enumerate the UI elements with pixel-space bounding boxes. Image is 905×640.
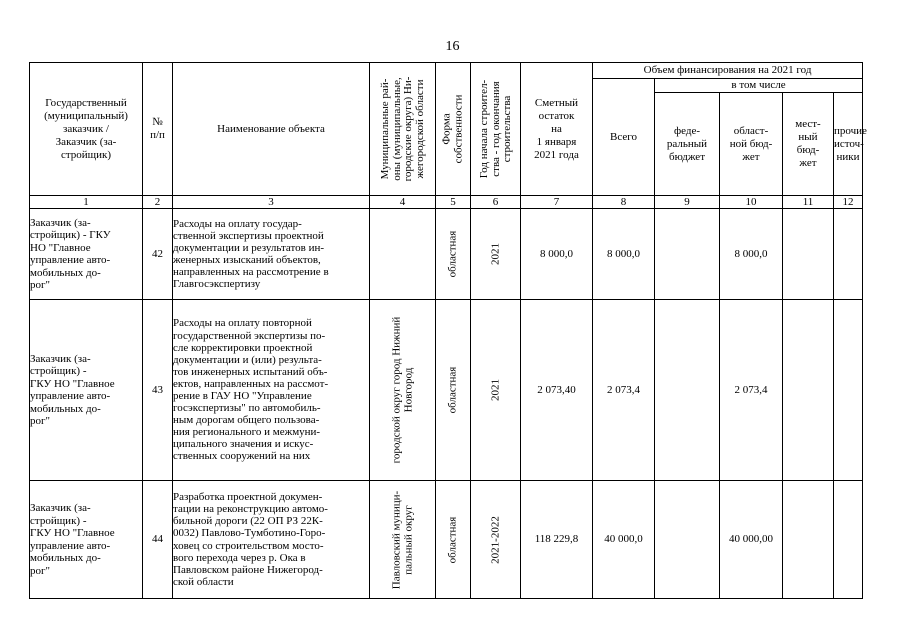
row-object-name-line: ственной экспертизы проектной: [173, 229, 324, 242]
row-customer-line: мобильных до-: [30, 266, 101, 279]
header-customer-line: Государственный: [45, 96, 127, 109]
header-number: [143, 63, 173, 196]
row-object-name-line: тов инженерных испытаний объ-: [173, 365, 328, 378]
header-regional-line: област-: [733, 124, 769, 137]
row-customer-line: стройщик) -: [30, 514, 87, 527]
row-district: [370, 209, 436, 300]
row-customer-line: Заказчик (за-: [30, 216, 91, 229]
column-number: 7: [521, 196, 593, 209]
header-years-line: Год начала строител-: [477, 79, 490, 179]
row-local: [783, 481, 834, 599]
row-object-name-line: Расходы на оплату повторной: [173, 317, 312, 330]
row-customer-line: Заказчик (за-: [30, 502, 91, 514]
row-other: [834, 481, 863, 599]
header-local-line: ный: [798, 131, 818, 143]
table-row: [30, 300, 863, 481]
row-object-name-line: направленных на рассмотрение в: [173, 266, 329, 279]
row-customer: [30, 481, 143, 599]
row-object-name-line: бильной дороги (22 ОП РЗ 22К-: [173, 515, 323, 528]
row-ownership: областная: [436, 481, 471, 599]
row-object-name-line: ской области: [173, 575, 234, 588]
column-number: 6: [471, 196, 521, 209]
table-row: [30, 209, 863, 300]
row-object-name-line: Главгосэкспертизу: [173, 278, 261, 291]
financing-table: [29, 62, 867, 599]
row-district-line: городской округ город Нижний: [390, 316, 402, 464]
row-customer-line: управление авто-: [30, 390, 111, 402]
row-years: 2021: [471, 209, 521, 300]
row-object-name-line: документации и результатов ин-: [173, 241, 325, 254]
row-object-name: [173, 481, 370, 599]
row-object-name-line: сле корректировки проектной: [173, 341, 313, 354]
row-local: [783, 300, 834, 481]
row-years: 2021-2022: [471, 481, 521, 599]
row-other: [834, 300, 863, 481]
header-customer: [30, 63, 143, 196]
header-federal-line: бюджет: [669, 150, 705, 163]
row-object-name-line: вого перехода через р. Ока в: [173, 551, 306, 564]
row-district-line: Павловский муници-: [390, 490, 402, 589]
column-number: 3: [173, 196, 370, 209]
header-local-line: жет: [799, 157, 817, 169]
column-index-row: [30, 196, 863, 209]
row-customer-line: НО "Главное: [30, 241, 91, 254]
row-district-line: Новгород: [401, 367, 414, 413]
row-federal: [655, 300, 720, 481]
header-ownership-line: собственности: [452, 94, 464, 164]
row-customer-line: управление авто-: [30, 539, 111, 552]
row-estimate: 8 000,0: [521, 209, 593, 300]
row-object-name-line: ственных сооружений на них: [173, 450, 311, 463]
header-years-line: ства - год окончания: [488, 81, 501, 177]
header-customer-line: заказчик /: [63, 122, 109, 135]
row-object-name-line: государственной экспертизы по-: [173, 329, 326, 342]
row-regional: 8 000,0: [720, 209, 783, 300]
header-estimate-line: остаток: [538, 109, 575, 122]
header-estimate-line: Сметный: [534, 96, 579, 109]
column-number: 5: [436, 196, 471, 209]
row-customer: [30, 209, 143, 300]
header-customer-line: (муниципальный): [44, 109, 128, 122]
row-federal: [655, 481, 720, 599]
row-ownership: областная: [436, 300, 471, 481]
row-customer: [30, 300, 143, 481]
row-customer-line: рог": [30, 415, 51, 427]
header-customer-line: Заказчик (за-: [55, 135, 117, 148]
header-districts-line: городские округа) Ни-: [401, 76, 414, 182]
row-object-name-line: документации и (или) результа-: [173, 353, 322, 366]
row-customer-line: Заказчик (за-: [30, 352, 91, 365]
row-object-name-line: Павловском районе Нижегород-: [173, 563, 323, 576]
header-local: [783, 93, 834, 196]
header-local-line: мест-: [795, 118, 821, 130]
row-district: [370, 300, 436, 481]
header-years: [471, 63, 521, 196]
header-local-line: бюд-: [796, 144, 820, 156]
row-object-name-line: ципального значения и искус-: [173, 438, 314, 451]
row-total: 40 000,0: [593, 481, 655, 599]
header-districts-line: оны (муниципальные,: [390, 77, 402, 181]
header-customer-line: стройщик): [60, 148, 112, 161]
header-ownership: [436, 63, 471, 196]
column-number: 4: [370, 196, 436, 209]
header-other-line: ники: [836, 150, 860, 163]
header-estimate-line: на: [551, 122, 562, 135]
header-estimate-line: 1 января: [536, 135, 577, 148]
row-customer-line: рог": [30, 279, 51, 291]
row-customer-line: мобильных до-: [30, 552, 101, 564]
header-federal-line: феде-: [673, 124, 700, 137]
header-total: Всего: [593, 79, 655, 196]
row-regional: 2 073,4: [720, 300, 783, 481]
header-federal: [655, 93, 720, 196]
header-other-line: прочие: [834, 124, 867, 137]
row-total: 2 073,4: [593, 300, 655, 481]
row-object-name-line: ным дорогам общего пользова-: [173, 414, 320, 427]
row-object-name-line: госэкспертизы" по автомобиль-: [173, 402, 321, 415]
header-estimate-line: 2021 года: [534, 148, 579, 161]
page-number: 16: [445, 39, 460, 54]
header-ownership-line: Форма: [440, 113, 453, 145]
row-customer-line: ГКУ НО "Главное: [30, 527, 115, 539]
row-object-name: [173, 209, 370, 300]
row-customer-line: ГКУ НО "Главное: [30, 377, 115, 390]
row-customer-line: стройщик) - ГКУ: [30, 229, 111, 241]
column-number: 10: [720, 196, 783, 209]
row-object-name: [173, 300, 370, 481]
header-object-name: Наименование объекта: [173, 63, 370, 196]
header-districts-line: жегородской области: [413, 79, 425, 179]
row-object-name-line: Разработка проектной докумен-: [173, 491, 323, 504]
row-customer-line: рог": [30, 564, 51, 577]
header-number-line: №: [152, 116, 163, 128]
header-regional-line: жет: [742, 150, 760, 163]
row-object-name-line: Расходы на оплату государ-: [173, 217, 302, 230]
row-local: [783, 209, 834, 300]
column-number: 1: [30, 196, 143, 209]
row-estimate: 118 229,8: [521, 481, 593, 599]
column-number: 9: [655, 196, 720, 209]
row-estimate: 2 073,40: [521, 300, 593, 481]
header-row-1: [30, 63, 863, 79]
row-object-name-line: ектов, направленных на рассмот-: [173, 377, 329, 390]
header-number-line: п/п: [150, 129, 165, 141]
row-object-name-line: женерных изысканий объектов,: [173, 254, 321, 266]
row-district: [370, 481, 436, 599]
header-financing: Объем финансирования на 2021 год: [593, 63, 863, 79]
header-including: в том числе: [655, 79, 863, 93]
row-object-name-line: 0032) Павлово-Тумботино-Горо-: [173, 527, 326, 540]
row-number: 42: [143, 209, 173, 300]
column-number: 11: [783, 196, 834, 209]
row-other: [834, 209, 863, 300]
header-regional: [720, 93, 783, 196]
row-ownership: областная: [436, 209, 471, 300]
row-object-name-line: ховец со строительством мосто-: [173, 539, 324, 552]
table-row: [30, 481, 863, 599]
column-number: 12: [834, 196, 863, 209]
row-customer-line: управление авто-: [30, 254, 111, 266]
header-other-line: источ-: [834, 137, 864, 150]
header-estimate: [521, 63, 593, 196]
row-regional: 40 000,00: [720, 481, 783, 599]
header-federal-line: ральный: [666, 137, 708, 150]
row-customer-line: стройщик) -: [30, 365, 87, 377]
column-number: 2: [143, 196, 173, 209]
row-years: 2021: [471, 300, 521, 481]
header-regional-line: ной бюд-: [729, 137, 773, 150]
row-customer-line: мобильных до-: [30, 402, 101, 415]
row-number: 44: [143, 481, 173, 599]
row-object-name-line: ния регионального и межмуни-: [173, 426, 321, 439]
header-years-line: строительства: [500, 95, 513, 163]
row-object-name-line: тации на реконструкцию автомо-: [173, 503, 328, 516]
header-districts: [370, 63, 436, 196]
header-districts-line: Муниципальные рай-: [378, 78, 391, 180]
row-total: 8 000,0: [593, 209, 655, 300]
row-federal: [655, 209, 720, 300]
row-object-name-line: рение в ГАУ НО "Управление: [173, 390, 312, 402]
header-other: [834, 93, 867, 196]
column-number: 8: [593, 196, 655, 209]
row-number: 43: [143, 300, 173, 481]
row-district-line: пальный округ: [401, 504, 414, 575]
